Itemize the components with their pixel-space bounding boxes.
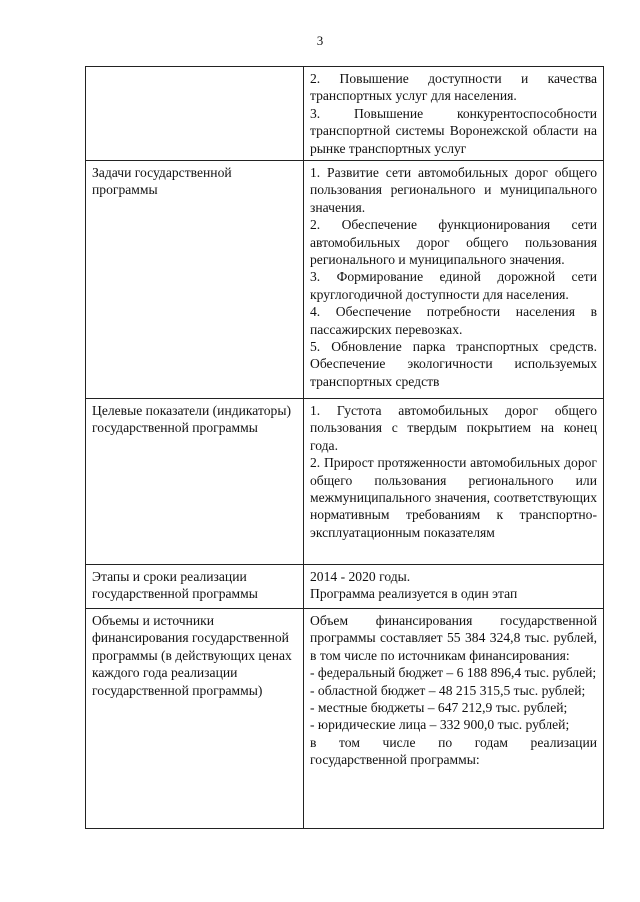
- row-label: Этапы и сроки реализации государственной программы: [92, 569, 258, 602]
- passport-table: [85, 66, 604, 829]
- list-item: Объем финансирования государственной программы составляет 55 384 324,8 тыс. рублей, в том числе по источникам финансирования:: [310, 613, 597, 663]
- table-row: [86, 399, 604, 565]
- row-value-cell: [304, 67, 604, 161]
- list-item: - областной бюджет – 48 215 315,5 тыс. рублей;: [310, 682, 586, 698]
- list-item: 2014 - 2020 годы.: [310, 569, 411, 584]
- list-item: 5. Обновление парка транспортных средств. Обеспечение экологичности используемых транспортных средств: [310, 339, 597, 389]
- row-value-cell: [304, 161, 604, 399]
- list-item: 1. Густота автомобильных дорог общего пользования с твердым покрытием на конец года.: [310, 403, 597, 453]
- list-item: - местные бюджеты – 647 212,9 тыс. рублей;: [310, 700, 568, 716]
- row-label: Объемы и источники финансирования государственной программы (в действующих ценах каждого года реализации государственной программы): [92, 613, 292, 698]
- list-item: 2. Повышение доступности и качества транспортных услуг для населения.: [310, 71, 597, 104]
- table-row: [86, 565, 604, 609]
- table-row: [86, 609, 604, 829]
- table-row: [86, 67, 604, 161]
- row-value-cell: [304, 565, 604, 609]
- row-label-cell: [86, 609, 304, 829]
- list-item: 3. Формирование единой дорожной сети круглогодичной доступности для населения.: [310, 269, 597, 302]
- row-label: Задачи государственной программы: [92, 165, 232, 198]
- list-item: - юридические лица – 332 900,0 тыс. рублей;: [310, 717, 570, 733]
- list-item: 2. Прирост протяженности автомобильных дорог общего пользования регионального или межмуниципального значения, соответствующих нормативным требованиям к транспортно-эксплуатационным показателям: [310, 455, 597, 540]
- page-number: 3: [316, 33, 324, 48]
- row-label-cell: [86, 67, 304, 161]
- row-label-cell: [86, 565, 304, 609]
- table-row: [86, 161, 604, 399]
- row-label: Целевые показатели (индикаторы) государственной программы: [92, 403, 292, 436]
- list-item: 3. Повышение конкурентоспособности транспортной системы Воронежской области на рынке транспортных услуг: [310, 105, 597, 156]
- list-item: 4. Обеспечение потребности населения в пассажирских перевозках.: [310, 304, 597, 337]
- row-label-cell: [86, 161, 304, 399]
- list-item: - федеральный бюджет – 6 188 896,4 тыс. рублей;: [310, 665, 597, 681]
- list-item: в том числе по годам реализации государственной программы:: [310, 734, 597, 768]
- list-item: 2. Обеспечение функционирования сети автомобильных дорог общего пользования регионального и муниципального значения.: [310, 217, 597, 268]
- list-item: Программа реализуется в один этап: [310, 586, 518, 602]
- row-value-cell: [304, 609, 604, 829]
- row-label-cell: [86, 399, 304, 565]
- list-item: 1. Развитие сети автомобильных дорог общего пользования регионального и муниципального значения.: [310, 165, 597, 215]
- row-value-cell: [304, 399, 604, 565]
